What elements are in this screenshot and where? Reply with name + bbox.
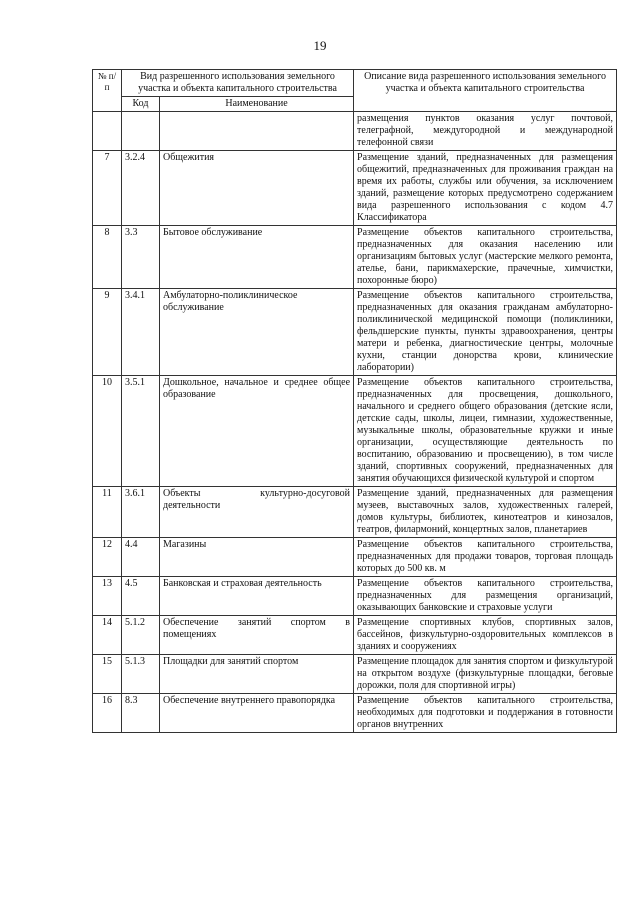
cell-description: Размещение зданий, предназначенных для размещения музеев, выставочных залов, художественных галерей, домов культуры, библиотек, кинотеатров и кинозалов, театров, филармоний, концертных залов, планетариев	[354, 487, 617, 538]
cell-code: 4.4	[122, 538, 160, 577]
cell-code: 3.4.1	[122, 289, 160, 376]
table-row-continuation	[93, 112, 617, 151]
cell-name: Общежития	[160, 151, 354, 226]
cell-code: 4.5	[122, 577, 160, 616]
cell-name: Обеспечение внутреннего правопорядка	[160, 694, 354, 733]
cell-description: Размещение объектов капитального строительства, предназначенных для продажи товаров, торговая площадь которых до 500 кв. м	[354, 538, 617, 577]
cell-num: 8	[93, 226, 122, 289]
cell-num: 7	[93, 151, 122, 226]
cell-num: 14	[93, 616, 122, 655]
cell-code: 8.3	[122, 694, 160, 733]
cell-num: 16	[93, 694, 122, 733]
cell-num: 15	[93, 655, 122, 694]
cell-code: 3.2.4	[122, 151, 160, 226]
header-num: № п/п	[93, 70, 122, 112]
page-number: 19	[313, 38, 327, 53]
table-row	[93, 616, 617, 655]
cell-code: 3.3	[122, 226, 160, 289]
cell-description: Размещение объектов капитального строительства, необходимых для подготовки и поддержания в готовности органов внутренних	[354, 694, 617, 733]
table-row	[93, 151, 617, 226]
cell-num: 13	[93, 577, 122, 616]
table-row	[93, 289, 617, 376]
cell-description: Размещение зданий, предназначенных для размещения общежитий, предназначенных для проживания граждан на время их работы, службы или обучения, за исключением зданий, размещение которых предусмотрено содержанием вида разрешенного использования с кодом 4.7 Классификатора	[354, 151, 617, 226]
cell-name: Обеспечение занятий спортом в помещениях	[160, 616, 354, 655]
table-row	[93, 376, 617, 487]
cell-num: 11	[93, 487, 122, 538]
cell-name: Бытовое обслуживание	[160, 226, 354, 289]
land-use-table	[92, 69, 617, 733]
cell-description: Размещение площадок для занятия спортом и физкультурой на открытом воздухе (физкультурные площадки, беговые дорожки, поля для спортивной игры)	[354, 655, 617, 694]
cell-description: Размещение объектов капитального строительства, предназначенных для оказания гражданам амбулаторно-поликлинической медицинской помощи (поликлиники, фельдшерские пункты, пункты здравоохранения, центры матери и ребенка, диагностические центры, молочные кухни, станции донорства крови, клинические лаборатории)	[354, 289, 617, 376]
table-row	[93, 226, 617, 289]
table-row	[93, 655, 617, 694]
cell-code	[122, 112, 160, 151]
header-name: Наименование	[160, 97, 354, 112]
cell-code: 5.1.2	[122, 616, 160, 655]
cell-num: 10	[93, 376, 122, 487]
cell-code: 5.1.3	[122, 655, 160, 694]
cell-num: 9	[93, 289, 122, 376]
cell-description: размещения пунктов оказания услуг почтовой, телеграфной, междугородной и международной телефонной связи	[354, 112, 617, 151]
cell-name: Дошкольное, начальное и среднее общее образование	[160, 376, 354, 487]
cell-description: Размещение объектов капитального строительства, предназначенных для размещения организаций, оказывающих банковские и страховые услуги	[354, 577, 617, 616]
cell-name	[160, 112, 354, 151]
cell-name: Банковская и страховая деятельность	[160, 577, 354, 616]
cell-name: Амбулаторно-поликлиническое обслуживание	[160, 289, 354, 376]
header-code: Код	[122, 97, 160, 112]
header-description: Описание вида разрешенного использования земельного участка и объекта капитального строительства	[354, 70, 617, 112]
table-row	[93, 487, 617, 538]
cell-description: Размещение спортивных клубов, спортивных залов, бассейнов, физкультурно-оздоровительных комплексов в зданиях и сооружениях	[354, 616, 617, 655]
table-row	[93, 694, 617, 733]
table-body	[93, 112, 617, 733]
cell-num: 12	[93, 538, 122, 577]
table-row	[93, 538, 617, 577]
header-use-type: Вид разрешенного использования земельного участка и объекта капитального строительства	[122, 70, 354, 97]
cell-name: Площадки для занятий спортом	[160, 655, 354, 694]
cell-description: Размещение объектов капитального строительства, предназначенных для оказания населению или организациям бытовых услуг (мастерские мелкого ремонта, ателье, бани, парикмахерские, прачечные, химчистки, похоронные бюро)	[354, 226, 617, 289]
cell-code: 3.6.1	[122, 487, 160, 538]
cell-description: Размещение объектов капитального строительства, предназначенных для просвещения, дошкольного, начального и среднего общего образования (детские ясли, детские сады, школы, лицеи, гимназии, художественные, музыкальные школы, образовательные кружки и иные организации, осуществляющие деятельность по воспитанию, образованию и просвещению), в том числе зданий, спортивных сооружений, предназначенных для занятия обучающихся физической культурой и спортом	[354, 376, 617, 487]
cell-name: Магазины	[160, 538, 354, 577]
table-row	[93, 577, 617, 616]
table-header	[93, 70, 617, 112]
cell-code: 3.5.1	[122, 376, 160, 487]
cell-name: Объекты культурно-досуговой деятельности	[160, 487, 354, 538]
cell-num	[93, 112, 122, 151]
